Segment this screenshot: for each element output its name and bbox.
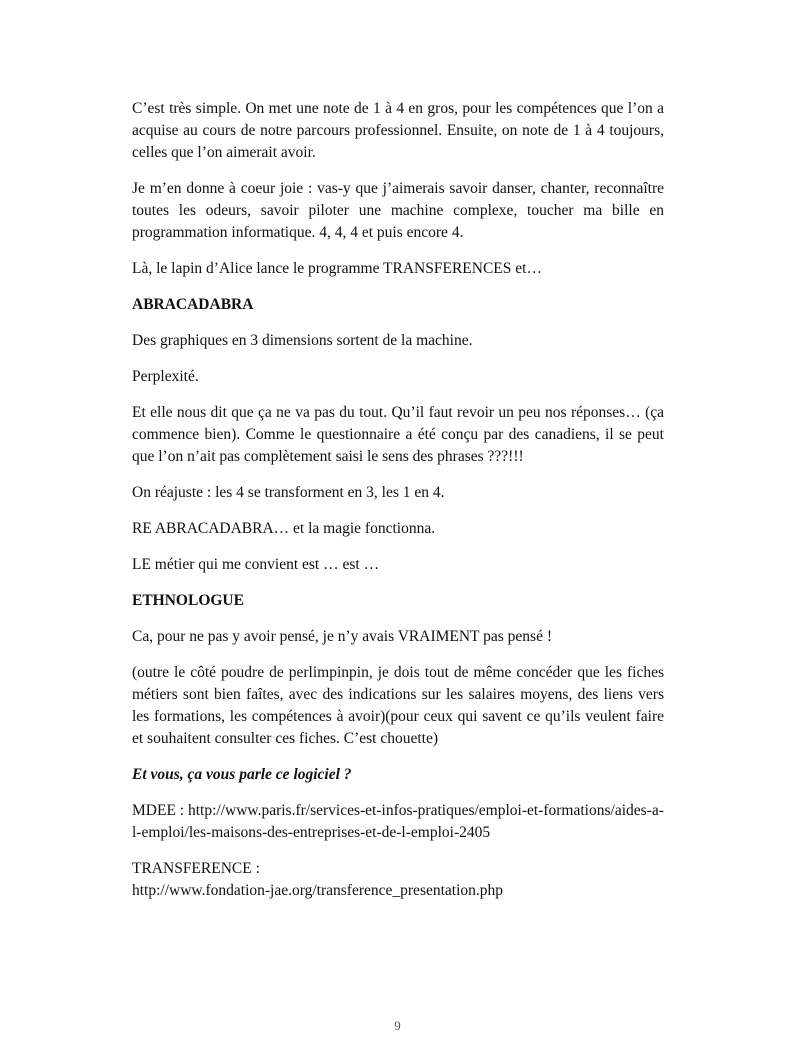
paragraph-launch: Là, le lapin d’Alice lance le programme TRANSFERENCES et… — [132, 260, 542, 277]
paragraph-job-sheets: (outre le côté poudre de perlimpinpin, je dois tout de même concéder que les fiches métiers sont bien faîtes, avec des indications sur les salaires moyens, des liens vers les formations, les compétences à avoir)(pour ceux qui savent ce qu’ils veulent faire et souhaitent consulter ces fiches. C’est chouette) — [132, 664, 664, 747]
question-heading: Et vous, ça vous parle ce logiciel ? — [132, 766, 352, 783]
paragraph-review: Et elle nous dit que ça ne va pas du tout. Qu’il faut revoir un peu nos réponses… (ça commence bien). Comme le questionnaire a été conçu par des canadiens, il se peut que l’on n’ait pas complètement saisi le sens des phrases ???!!! — [132, 404, 664, 465]
paragraph-readjust: On réajuste : les 4 se transforment en 3, les 1 en 4. — [132, 484, 445, 501]
paragraph-re-abracadabra: RE ABRACADABRA… et la magie fonctionna. — [132, 520, 436, 537]
page-number: 9 — [394, 1018, 401, 1033]
paragraph-graphics: Des graphiques en 3 dimensions sortent de la machine. — [132, 332, 473, 349]
paragraph-surprise: Ca, pour ne pas y avoir pensé, je n’y avais VRAIMENT pas pensé ! — [132, 628, 552, 645]
transference-link[interactable]: http://www.fondation-jae.org/transference_presentation.php — [132, 882, 504, 899]
paragraph-job-result: LE métier qui me convient est … est … — [132, 556, 380, 573]
mdee-link[interactable]: MDEE : http://www.paris.fr/services-et-infos-pratiques/emploi-et-formations/aides-a-l-emploi/les-maisons-des-entreprises-et-de-l-emploi-2405 — [132, 802, 664, 841]
heading-ethnologue: ETHNOLOGUE — [132, 592, 244, 609]
heading-abracadabra: ABRACADABRA — [132, 296, 254, 313]
paragraph-wishes: Je m’en donne à coeur joie : vas-y que j’aimerais savoir danser, chanter, reconnaître toutes les odeurs, savoir piloter une machine complexe, toucher ma bille en programmation informatique. 4, 4, 4 et puis encore 4. — [132, 180, 664, 241]
transference-block — [132, 858, 664, 902]
paragraph-perplexity: Perplexité. — [132, 368, 199, 385]
transference-label: TRANSFERENCE : — [132, 860, 260, 877]
page-body — [132, 98, 664, 916]
paragraph-intro: C’est très simple. On met une note de 1 à 4 en gros, pour les compétences que l’on a acquise au cours de notre parcours professionnel. Ensuite, on note de 1 à 4 toujours, celles que l’on aimerait avoir. — [132, 100, 664, 161]
